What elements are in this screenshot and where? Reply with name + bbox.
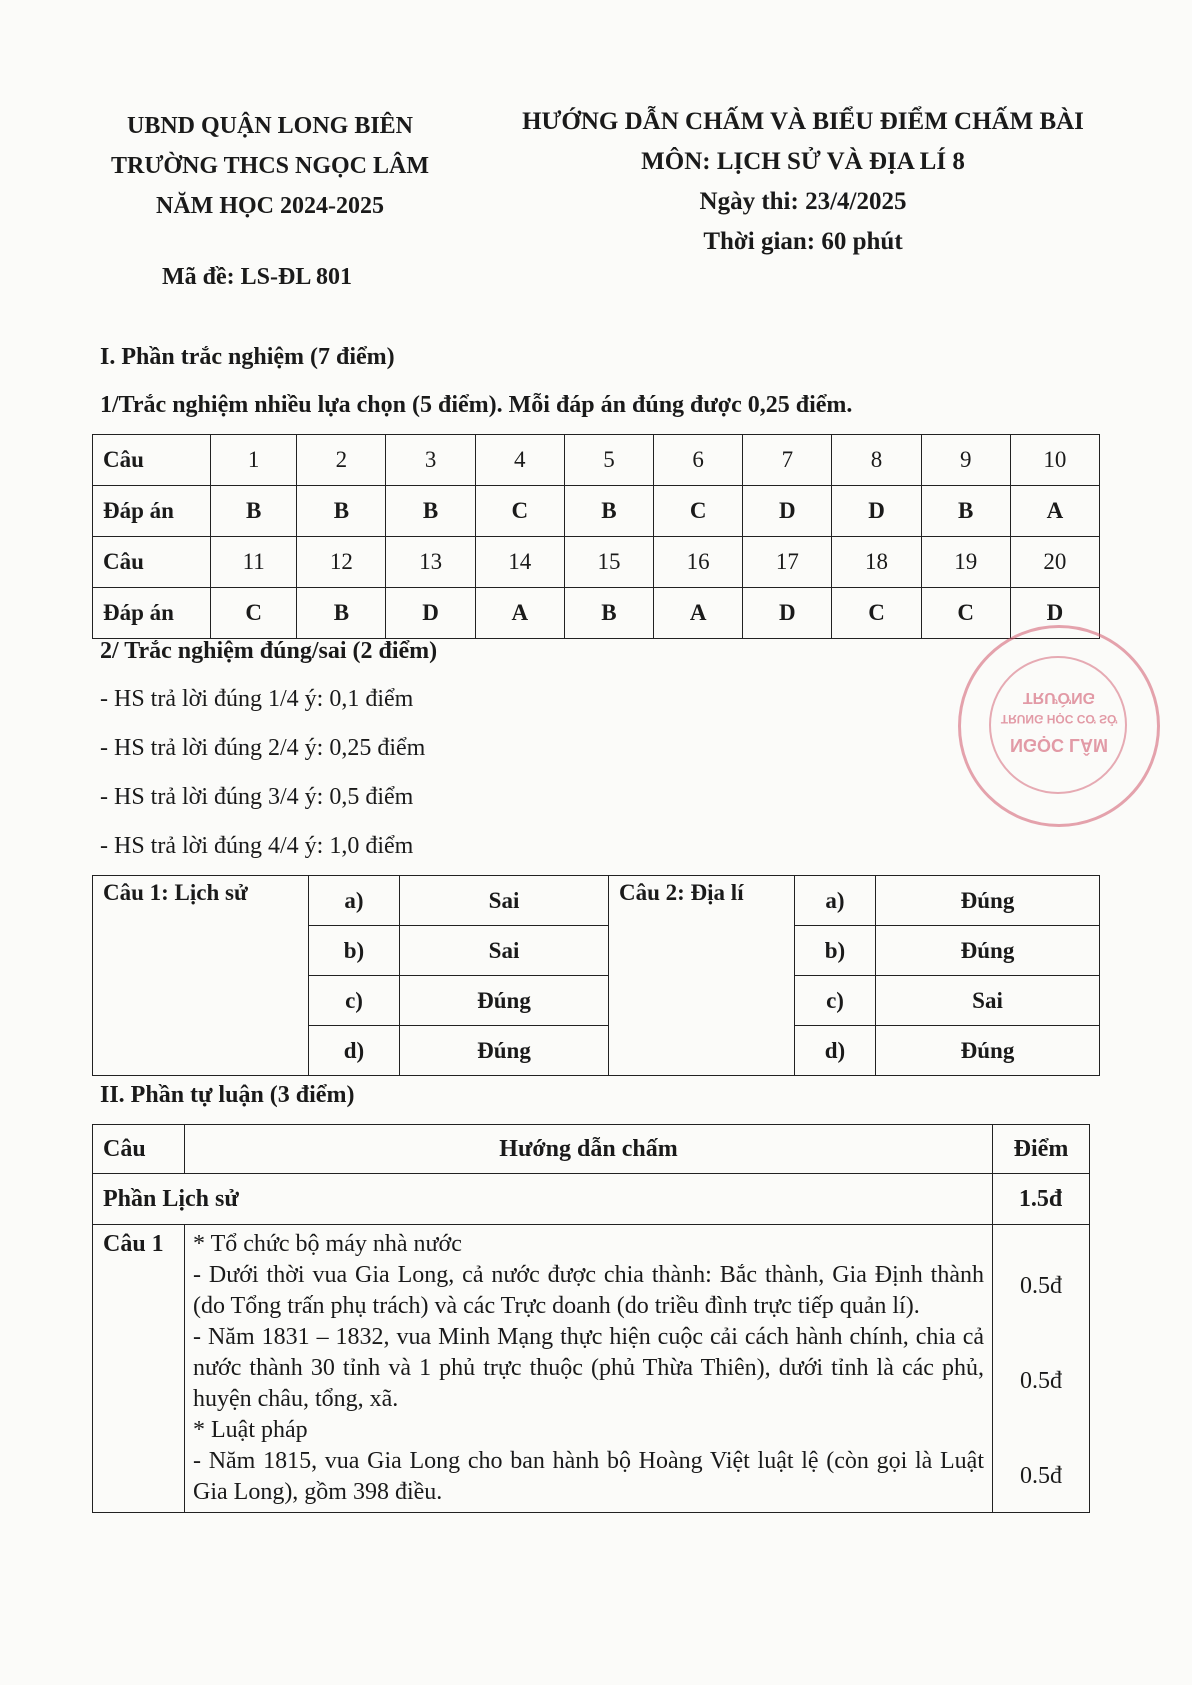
tf-rule: - HS trả lời đúng 3/4 ý: 0,5 điểm [100,784,414,810]
col-cau: Câu [93,1125,185,1174]
label-cau: Câu [93,435,211,486]
label-dapan: Đáp án [93,486,211,537]
tf-item: b) [795,926,876,976]
tf-answer: Sai [400,876,609,926]
tf-item: c) [795,976,876,1026]
tf-answer: Sai [400,926,609,976]
guide-line: - Năm 1815, vua Gia Long cho ban hành bộ Hoàng Việt luật lệ (còn gọi là Luật Gia Long), gồm 398 điều. [193,1448,984,1505]
answer-value: A [654,588,743,639]
question-number: 1 [211,435,297,486]
part2-title: II. Phần tự luận (3 điểm) [100,1082,355,1108]
guide-line: * Tổ chức bộ máy nhà nước [193,1231,462,1257]
tf-rule: - HS trả lời đúng 2/4 ý: 0,25 điểm [100,735,426,761]
document-title: HƯỚNG DẪN CHẤM VÀ BIỂU ĐIỂM CHẤM BÀI [522,108,1084,135]
answer-value: B [386,486,475,537]
answer-value: D [386,588,475,639]
table-row [93,1225,1090,1513]
tf-item: a) [795,876,876,926]
question-number: 19 [921,537,1010,588]
question-number: 20 [1010,537,1099,588]
essay-table [92,1124,1090,1513]
school-seal [958,625,1160,827]
tf-answer: Sai [876,976,1100,1026]
table-row [93,1174,1090,1225]
tf-history-label: Câu 1: Lịch sử [93,876,309,1076]
table-row [93,435,1100,486]
question-number: 4 [475,435,564,486]
seal-text: NGỌC LÂM [1010,735,1108,755]
exam-code: Mã đề: LS-ĐL 801 [162,264,353,290]
question-number: 15 [564,537,653,588]
seal-text: TRƯỜNG [1022,689,1096,706]
question-number: 5 [564,435,653,486]
tf-title: 2/ Trắc nghiệm đúng/sai (2 điểm) [100,638,438,664]
answer-value: C [832,588,921,639]
guide-line: - Dưới thời vua Gia Long, cả nước được chia thành: Bắc thành, Gia Định thành (do Tổng trấn phụ trách) và các Trực doanh (do triều đình trực tiếp quản lí). [193,1262,984,1319]
tf-answer: Đúng [876,1026,1100,1076]
exam-header [478,102,1128,262]
answer-value: D [743,588,832,639]
table-row [93,1125,1090,1174]
tf-item: b) [309,926,400,976]
table-row [93,537,1100,588]
question-number: 6 [654,435,743,486]
point-value: 0.5đ [1020,1463,1062,1489]
question-1-guide [185,1225,993,1513]
part1-title: I. Phần trắc nghiệm (7 điểm) [100,344,395,370]
tf-item: d) [309,1026,400,1076]
exam-date: Ngày thi: 23/4/2025 [699,188,907,215]
tf-rule: - HS trả lời đúng 1/4 ý: 0,1 điểm [100,686,414,712]
answer-value: B [297,486,386,537]
table-row [93,876,1100,926]
question-number: 9 [921,435,1010,486]
answer-value: C [921,588,1010,639]
tf-answer: Đúng [876,876,1100,926]
tf-answer: Đúng [876,926,1100,976]
tf-rule: - HS trả lời đúng 4/4 ý: 1,0 điểm [100,833,414,859]
question-number: 16 [654,537,743,588]
guide-line: - Năm 1831 – 1832, vua Minh Mạng thực hiện cuộc cải cách hành chính, chia cả nước thành 30 tỉnh và 1 phủ trực thuộc (phủ Thừa Thiên), dưới tỉnh là các phủ, huyện châu, tổng, xã. [193,1324,984,1412]
point-value: 0.5đ [1020,1273,1062,1299]
history-section-label: Phần Lịch sử [93,1174,993,1225]
col-points: Điểm [993,1125,1090,1174]
answer-value: A [475,588,564,639]
col-guide: Hướng dẫn chấm [185,1125,993,1174]
answer-value: C [211,588,297,639]
tf-item: a) [309,876,400,926]
answer-value: D [1010,588,1099,639]
guide-line: * Luật pháp [193,1417,308,1443]
point-value: 0.5đ [1020,1368,1062,1394]
answer-value: B [921,486,1010,537]
question-number: 18 [832,537,921,588]
tf-answer: Đúng [400,976,609,1026]
question-1-label: Câu 1 [93,1225,185,1513]
question-number: 8 [832,435,921,486]
subject-name: MÔN: LỊCH SỬ VÀ ĐỊA LÍ 8 [641,148,965,175]
answer-table [92,434,1100,639]
school-year: NĂM HỌC 2024-2025 [156,193,384,219]
answer-value: C [475,486,564,537]
table-row [93,486,1100,537]
label-dapan: Đáp án [93,588,211,639]
question-1-points [993,1225,1090,1513]
answer-value: B [564,588,653,639]
tf-geography-label: Câu 2: Địa lí [609,876,795,1076]
answer-value: D [832,486,921,537]
district-name: UBND QUẬN LONG BIÊN [126,113,414,139]
answer-value: B [211,486,297,537]
tf-answer: Đúng [400,1026,609,1076]
question-number: 17 [743,537,832,588]
mc-title: 1/Trắc nghiệm nhiều lựa chọn (5 điểm). Mỗi đáp án đúng được 0,25 điểm. [100,392,853,418]
question-number: 10 [1010,435,1099,486]
tf-item: d) [795,1026,876,1076]
history-section-points: 1.5đ [993,1174,1090,1225]
exam-duration: Thời gian: 60 phút [703,228,903,255]
question-number: 11 [211,537,297,588]
answer-value: B [564,486,653,537]
table-row [93,588,1100,639]
question-number: 7 [743,435,832,486]
answer-value: D [743,486,832,537]
question-number: 2 [297,435,386,486]
answer-value: A [1010,486,1099,537]
seal-text: TRUNG HỌC CƠ SỞ [1000,712,1118,726]
true-false-table [92,875,1100,1076]
tf-item: c) [309,976,400,1026]
school-header [80,106,460,226]
answer-value: C [654,486,743,537]
school-name: TRƯỜNG THCS NGỌC LÂM [110,153,430,179]
label-cau: Câu [93,537,211,588]
answer-value: B [297,588,386,639]
question-number: 14 [475,537,564,588]
question-number: 3 [386,435,475,486]
question-number: 13 [386,537,475,588]
question-number: 12 [297,537,386,588]
